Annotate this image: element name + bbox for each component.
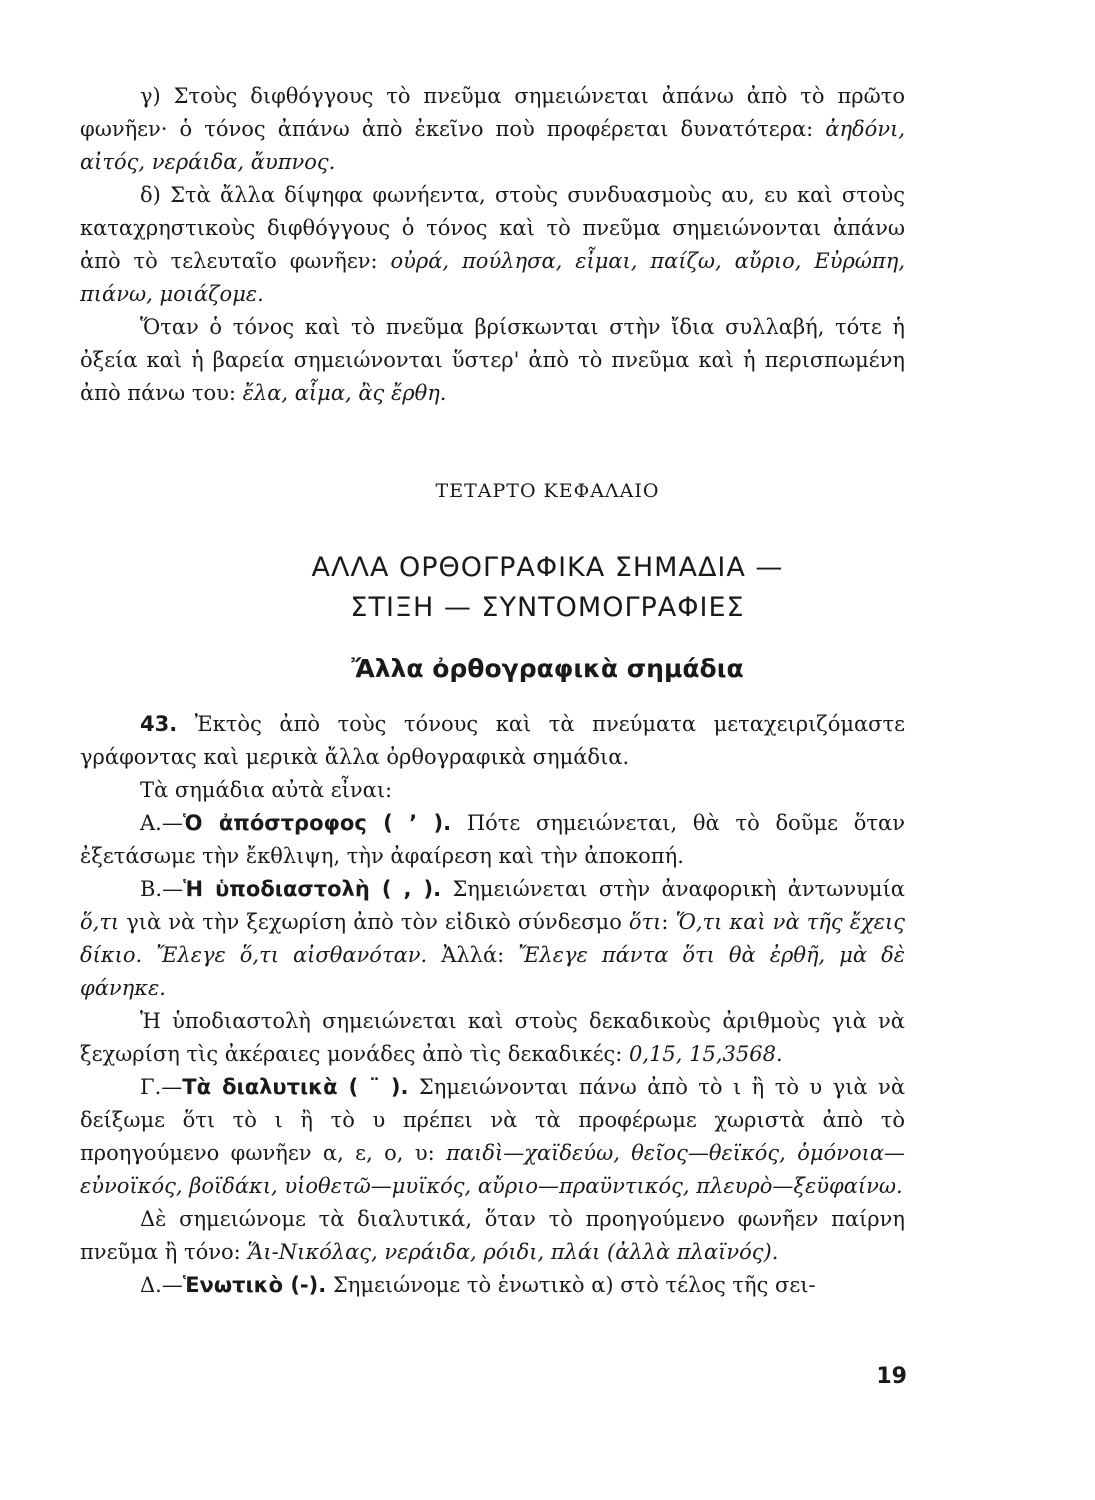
examples: οὐρά, πούλησα, εἶμαι, παίζω, αὔριο, Εὐρώπη, πιάνω, μοιάζομε. (80, 249, 905, 306)
examples: Ἅι-Νικόλας, νεράιδα, ρόιδι, πλάι (ἀλλὰ πλαϊνός). (247, 1240, 779, 1264)
item-hyphen (80, 1269, 905, 1302)
chapter-label: ΤΕΤΑΡΤΟ ΚΕΦΑΛΑΙΟ (435, 480, 660, 502)
section-heading: Ἄλλα ὀρθογραφικὰ σημάδια (351, 654, 744, 683)
text: δ) Στὰ ἄλλα δίψηφα φωνήεντα, στοὺς συνδυασμοὺς αυ, ευ καὶ στοὺς καταχρηστικοὺς διφθόγγους ὁ τόνος καὶ τὸ πνεῦμα σημειώνονται ἀπάνω ἀπὸ τὸ τελευταῖο φωνῆεν: (80, 183, 905, 273)
examples: παιδὶ—χαϊδεύω, θεῖος—θεϊκός, ὁμόνοια—εὐνοϊκός, βοϊδάκι, υἱοθετῶ—μυϊκός, αὔριο—πραϋντικός, πλευρὸ—ξεϋφαίνω. (80, 1141, 905, 1198)
text: Δὲ σημειώνομε τὰ διαλυτικά, ὅταν τὸ προηγούμενο φωνῆεν παίρνη πνεῦμα ἢ τόνο: (80, 1207, 905, 1264)
paragraph-43 (80, 708, 905, 774)
item-diaeresis-exception (80, 1203, 905, 1269)
list-intro: Τὰ σημάδια αὐτὰ εἶναι: (140, 778, 393, 802)
paragraph-delta (80, 179, 905, 311)
item-comma (80, 873, 905, 1005)
text: Ὅταν ὁ τόνος καὶ τὸ πνεῦμα βρίσκωνται στὴν ἴδια συλλαβή, τότε ἡ ὀξεία καὶ ἡ βαρεία σημειώνονται ὕστερ' ἀπὸ τὸ πνεῦμα καὶ ἡ περισπωμένη ἀπὸ πάνω του: (80, 315, 905, 405)
chapter-title-line2: ΣΤΙΞΗ — ΣΥΝΤΟΜΟΓΡΑΦΙΕΣ (350, 592, 745, 623)
item-letter: Α.— (140, 811, 183, 835)
text: Σημειώνεται στὴν ἀναφορικὴ ἀντωνυμία (441, 877, 905, 901)
paragraph-accent-breathing (80, 311, 905, 410)
text: Ἡ ὑποδιαστολὴ σημειώνεται καὶ στοὺς δεκαδικοὺς ἀριθμοὺς γιὰ νὰ ξεχωρίση τὶς ἀκέραιες μονάδες ἀπὸ τὶς δεκαδικές: (80, 1009, 905, 1066)
text: Πότε σημειώνεται, θὰ τὸ δοῦμε ὅταν ἐξετάσωμε τὴν ἔκθλιψη, τὴν ἀφαίρεση καὶ τὴν ἀποκοπή. (80, 811, 905, 868)
paragraph-number: 43. (140, 712, 178, 736)
item-label: Ἑνωτικὸ (-). (182, 1273, 327, 1297)
item-label: Ὁ ἀπόστροφος ( ’ ). (182, 811, 452, 835)
examples: ἔλα, αἷμα, ἂς ἔρθη. (242, 381, 447, 405)
examples: 0,15, 15,3568. (629, 1042, 783, 1066)
item-comma-decimal (80, 1005, 905, 1071)
examples: Ἔλεγε πάντα ὅτι θὰ ἐρθῆ, μὰ δὲ φάνηκε. (80, 943, 905, 1000)
example: ὅ,τι (80, 910, 120, 934)
text: Σημειώνομε τὸ ἑνωτικὸ α) στὸ τέλος τῆς σει- (326, 1273, 816, 1297)
item-letter: Β.— (140, 877, 184, 901)
item-letter: Γ.— (140, 1075, 183, 1099)
page-number: 19 (876, 1364, 907, 1389)
paragraph-gamma (80, 80, 905, 179)
chapter-title-line1: ΑΛΛΑ ΟΡΘΟΓΡΑΦΙΚΑ ΣΗΜΑΔΙΑ — (311, 552, 784, 583)
text: Σημειώνονται πάνω ἀπὸ τὸ ι ἢ τὸ υ γιὰ νὰ δείξωμε ὅτι τὸ ι ἢ τὸ υ πρέπει νὰ τὰ προφέρωμε χωριστὰ ἀπὸ τὸ προηγούμενο φωνῆεν α, ε, ο, υ: (80, 1075, 906, 1165)
text: : (661, 910, 676, 934)
text: γ) Στοὺς διφθόγγους τὸ πνεῦμα σημειώνεται ἀπάνω ἀπὸ τὸ πρῶτο φωνῆεν· ὁ τόνος ἀπάνω ἀπὸ ἐκεῖνο ποὺ προφέρεται δυνατότερα: (80, 84, 905, 141)
item-label: Τὰ διαλυτικὰ ( ¨ ). (182, 1075, 409, 1099)
item-letter: Δ.— (140, 1273, 183, 1297)
text: Ἀλλά: (427, 943, 519, 967)
item-label: Ἡ ὑποδιαστολὴ ( , ). (183, 877, 442, 901)
item-apostrophe (80, 807, 905, 873)
item-diaeresis (80, 1071, 905, 1203)
text: Ἐκτὸς ἀπὸ τοὺς τόνους καὶ τὰ πνεύματα μεταχειριζόμαστε γράφοντας καὶ μερικὰ ἄλλα ὀρθογραφικὰ σημάδια. (80, 712, 905, 769)
examples: Ὅ,τι καὶ νὰ τῆς ἔχεις δίκιο. Ἔλεγε ὅ,τι αἰσθανόταν. (80, 910, 905, 967)
examples: ἀηδόνι, αἰτός, νεράιδα, ἄυπνος. (80, 117, 905, 174)
text: γιὰ νὰ τὴν ξεχωρίση ἀπὸ τὸν εἰδικὸ σύνδεσμο (119, 910, 629, 934)
example: ὅτι (628, 910, 662, 934)
